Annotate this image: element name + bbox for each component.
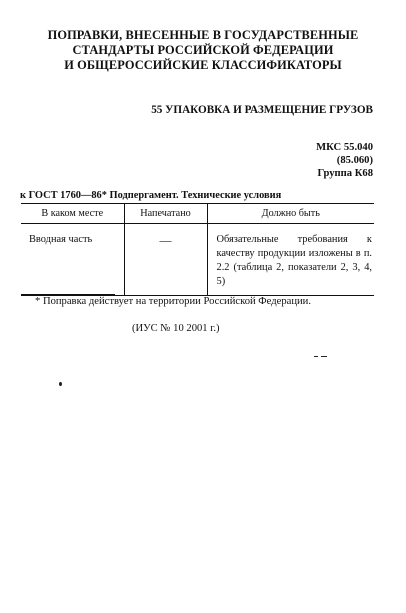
header-place: В каком месте xyxy=(21,204,124,224)
cell-should-be: Обязательные требования к качеству продукции изложены в п. 2.2 (таблица 2, показатели 2, 3, 4, 5) xyxy=(207,224,374,296)
correction-table xyxy=(21,203,374,296)
header-printed: Напечатано xyxy=(124,204,207,224)
footnote: * Поправка действует на территории Российской Федерации. xyxy=(35,296,311,307)
scan-mark xyxy=(321,356,327,357)
heading-line-1: ПОПРАВКИ, ВНЕСЕННЫЕ В ГОСУДАРСТВЕННЫЕ xyxy=(47,28,359,42)
cell-place: Вводная часть xyxy=(21,224,124,296)
mks-old-code: (85.060) xyxy=(336,155,373,166)
table-header-row xyxy=(21,204,374,224)
classification-codes xyxy=(316,141,373,180)
standard-reference: к ГОСТ 1760—86* Подпергамент. Технические условия xyxy=(20,190,282,201)
scan-mark xyxy=(314,356,318,357)
mks-code: МКС 55.040 xyxy=(316,142,373,153)
section-title: 55 УПАКОВКА И РАЗМЕЩЕНИЕ ГРУЗОВ xyxy=(151,104,373,116)
footnote-divider xyxy=(21,294,115,295)
document-heading xyxy=(20,28,386,73)
group-code: Группа К68 xyxy=(317,168,373,179)
heading-line-2: СТАНДАРТЫ РОССИЙСКОЙ ФЕДЕРАЦИИ xyxy=(72,43,334,57)
scan-dot xyxy=(59,382,62,386)
header-should-be: Должно быть xyxy=(207,204,374,224)
cell-printed: — xyxy=(124,224,207,296)
heading-line-3: И ОБЩЕРОССИЙСКИЕ КЛАССИФИКАТОРЫ xyxy=(64,58,342,72)
source-reference: (ИУС № 10 2001 г.) xyxy=(132,323,220,334)
table-row xyxy=(21,224,374,296)
